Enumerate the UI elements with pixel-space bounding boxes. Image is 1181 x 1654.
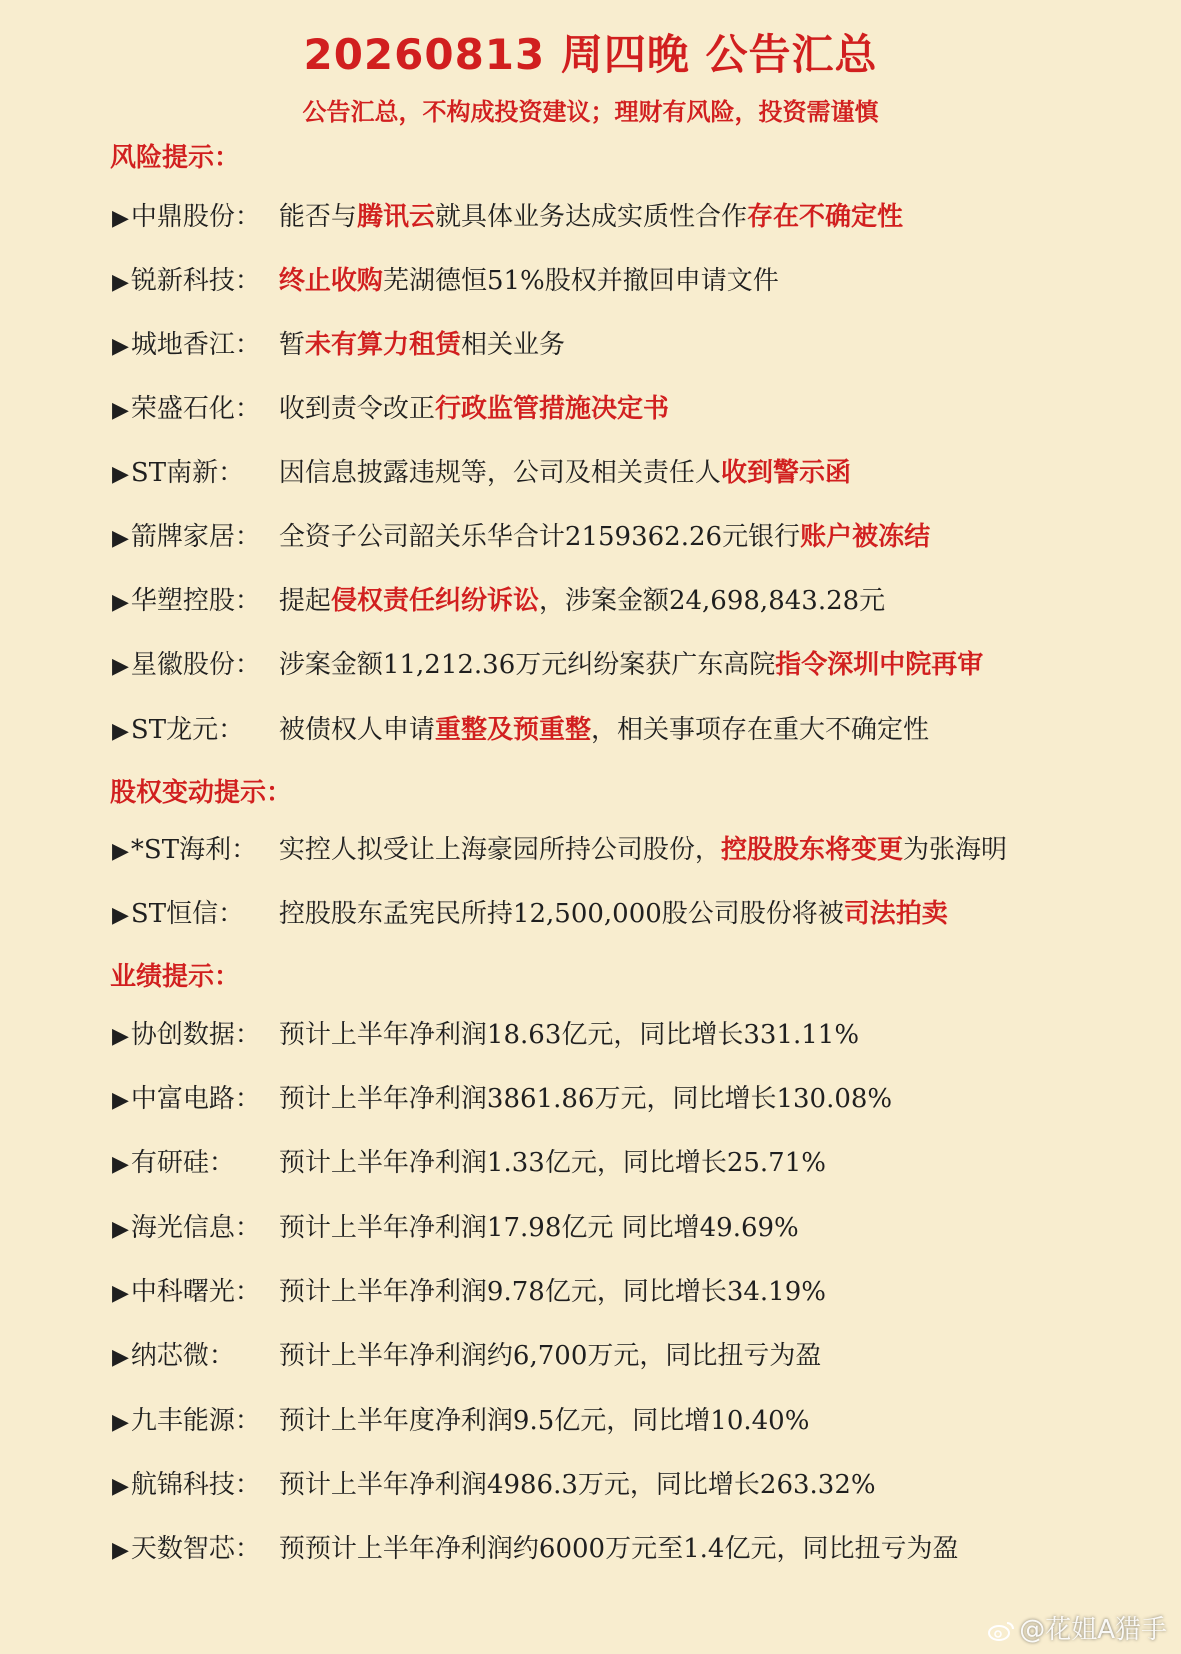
bullet-icon: ▶ [112, 719, 129, 744]
company-name: 锐新科技： [130, 266, 261, 296]
announcement-row [112, 1018, 859, 1054]
bullet-icon: ▶ [112, 590, 129, 615]
announcement-row [112, 713, 929, 749]
bullet-icon: ▶ [112, 903, 129, 928]
announcement-row [112, 1339, 821, 1375]
company-name: 荣盛石化： [130, 394, 261, 424]
detail-text: 预计上半年净利润1.33亿元，同比增长25.71% [278, 1148, 826, 1178]
highlight-text: 司法拍卖 [843, 899, 948, 929]
announcement-row [112, 897, 948, 933]
bullet-icon: ▶ [112, 1024, 129, 1049]
announcement-row [112, 456, 851, 492]
detail-text: 提起 [278, 586, 331, 616]
watermark-text: @花姐A猎手 [1019, 1615, 1167, 1645]
bullet-icon: ▶ [112, 526, 129, 551]
bullet-icon: ▶ [112, 1474, 129, 1499]
detail-text: 因信息披露违规等，公司及相关责任人 [278, 458, 721, 488]
bullet-icon: ▶ [112, 1152, 129, 1177]
bullet-icon: ▶ [112, 1538, 129, 1563]
detail-text: 收到责令改正 [278, 394, 435, 424]
company-name: 城地香江： [130, 330, 261, 360]
bullet-icon: ▶ [112, 462, 129, 487]
detail-text: 暂 [278, 330, 305, 360]
detail-text: 预计上半年净利润3861.86万元，同比增长130.08% [278, 1084, 893, 1114]
company-name: 协创数据： [130, 1020, 261, 1050]
announcement-row [112, 1532, 958, 1568]
highlight-text: 未有算力租赁 [304, 330, 461, 360]
detail-text: 预计上半年净利润17.98亿元 同比增49.69% [278, 1213, 799, 1243]
highlight-text: 指令深圳中院再审 [775, 650, 984, 680]
highlight-text: 存在不确定性 [746, 202, 903, 232]
announcement-row [112, 1146, 826, 1182]
announcement-row [112, 1404, 809, 1440]
highlight-text: 收到警示函 [720, 458, 851, 488]
watermark [987, 1609, 1167, 1646]
bullet-icon: ▶ [112, 1410, 129, 1435]
bullet-icon: ▶ [112, 334, 129, 359]
detail-text: 预预计上半年净利润约6000万元至1.4亿元，同比扭亏为盈 [278, 1534, 959, 1564]
company-name: 九丰能源： [130, 1406, 261, 1436]
bullet-icon: ▶ [112, 839, 129, 864]
company-name: ST恒信： [130, 899, 245, 929]
bullet-icon: ▶ [112, 654, 129, 679]
announcement-row [112, 1082, 892, 1118]
company-name: 箭牌家居： [130, 522, 261, 552]
bullet-icon: ▶ [112, 1281, 129, 1306]
company-name: ST南新： [130, 458, 245, 488]
announcement-row [112, 264, 779, 300]
highlight-text: 终止收购 [278, 266, 383, 296]
bullet-icon: ▶ [112, 270, 129, 295]
company-name: 中鼎股份： [130, 202, 261, 232]
bullet-icon: ▶ [112, 398, 129, 423]
company-name: 天数智芯： [130, 1534, 261, 1564]
detail-text: 实控人拟受让上海豪园所持公司股份， [278, 835, 721, 865]
bullet-icon: ▶ [112, 206, 129, 231]
highlight-text: 重整及预重整 [434, 715, 591, 745]
bullet-icon: ▶ [112, 1345, 129, 1370]
page-title: 20260813 周四晚 公告汇总 [303, 30, 878, 79]
detail-text: 相关业务 [460, 330, 565, 360]
announcement-row [112, 1275, 826, 1311]
detail-text: 预计上半年净利润4986.3万元，同比增长263.32% [278, 1470, 876, 1500]
detail-text: 能否与 [278, 202, 357, 232]
company-name: 航锦科技： [130, 1470, 261, 1500]
highlight-text: 行政监管措施决定书 [434, 394, 669, 424]
announcement-row [112, 833, 1007, 869]
detail-text: 控股股东孟宪民所持12,500,000股公司股份将被 [278, 899, 844, 929]
detail-text: 全资子公司韶关乐华合计2159362.26元银行 [278, 522, 801, 552]
weibo-icon [987, 1620, 1015, 1642]
company-name: 星徽股份： [130, 650, 261, 680]
company-name: ST龙元： [130, 715, 245, 745]
bullet-icon: ▶ [112, 1217, 129, 1242]
highlight-text: 侵权责任纠纷诉讼 [330, 586, 539, 616]
company-name: 海光信息： [130, 1213, 261, 1243]
announcement-row [112, 520, 930, 556]
detail-text: 就具体业务达成实质性合作 [434, 202, 747, 232]
highlight-text: 腾讯云 [356, 202, 435, 232]
company-name: 中富电路： [130, 1084, 261, 1114]
bullet-icon: ▶ [112, 1088, 129, 1113]
detail-text: 被债权人申请 [278, 715, 435, 745]
company-name: 纳芯微： [130, 1341, 235, 1371]
company-name: 华塑控股： [130, 586, 261, 616]
company-name: *ST海利： [130, 835, 258, 865]
announcement-row [112, 200, 903, 236]
detail-text: 预计上半年净利润18.63亿元，同比增长331.11% [278, 1020, 860, 1050]
detail-text: 预计上半年度净利润9.5亿元，同比增10.40% [278, 1406, 810, 1436]
detail-text: ，相关事项存在重大不确定性 [590, 715, 929, 745]
detail-text: 涉案金额11,212.36万元纠纷案获广东高院 [278, 650, 776, 680]
detail-text: 预计上半年净利润9.78亿元，同比增长34.19% [278, 1277, 826, 1307]
company-name: 有研硅： [130, 1148, 235, 1178]
section-title-performance: 业绩提示： [110, 962, 241, 992]
announcement-row [112, 584, 885, 620]
announcement-row [112, 1468, 876, 1504]
announcement-row [112, 328, 565, 364]
detail-text: 芜湖德恒51%股权并撤回申请文件 [382, 266, 779, 296]
section-title-risk: 风险提示： [110, 143, 241, 173]
highlight-text: 控股股东将变更 [720, 835, 903, 865]
disclaimer-subtitle: 公告汇总，不构成投资建议；理财有风险，投资需谨慎 [302, 98, 879, 126]
detail-text: 预计上半年净利润约6,700万元，同比扭亏为盈 [278, 1341, 822, 1371]
company-name: 中科曙光： [130, 1277, 261, 1307]
highlight-text: 账户被冻结 [800, 522, 931, 552]
detail-text: ，涉案金额24,698,843.28元 [538, 586, 886, 616]
detail-text: 为张海明 [902, 835, 1007, 865]
announcement-row [112, 1211, 799, 1247]
section-title-equity: 股权变动提示： [110, 778, 293, 808]
announcement-row [112, 392, 669, 428]
announcement-row [112, 648, 983, 684]
